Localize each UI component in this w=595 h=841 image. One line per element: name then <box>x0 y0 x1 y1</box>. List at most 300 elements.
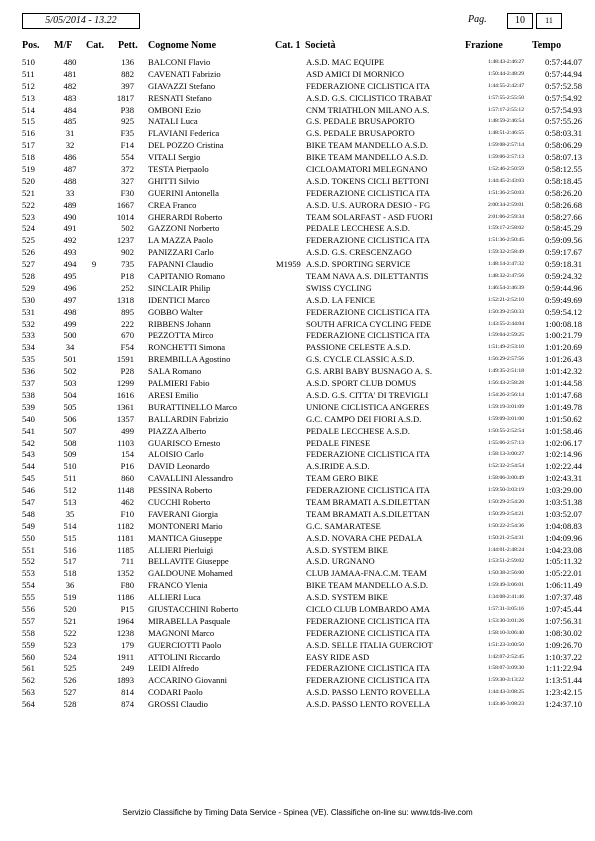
cell-pos: 543 <box>22 449 35 460</box>
table-row <box>0 247 595 259</box>
cell-pett: 1667 <box>116 199 134 210</box>
cell-societa: TEAM NAVA A.S. DILETTANTIS <box>306 271 429 282</box>
cell-mf: 522 <box>63 627 77 638</box>
cell-mf: 505 <box>63 401 77 412</box>
cell-pett: 860 <box>121 473 134 484</box>
cell-tempo: 1:02:14.96 <box>544 449 582 460</box>
table-row <box>0 556 595 568</box>
cell-frazione: 1:56:29-2:57:56 <box>487 356 525 363</box>
cell-nome: CAPITANIO Romano <box>148 271 225 282</box>
cell-pos: 551 <box>22 544 35 555</box>
cell-frazione: 1:57:31-3:05:16 <box>487 605 525 612</box>
cell-societa: BIKE TEAM MANDELLO A.S.D. <box>306 580 429 591</box>
table-row <box>0 366 595 378</box>
cell-pett: 179 <box>121 639 134 650</box>
cell-tempo: 1:01:50.62 <box>544 413 582 424</box>
cell-tempo: 1:05:11.32 <box>545 556 582 567</box>
cell-pett: P15 <box>120 603 134 614</box>
cell-frazione: 1:51:36-2:50:45 <box>487 237 525 244</box>
table-row <box>0 402 595 414</box>
cell-frazione: 1:59:08-2:57:14 <box>487 142 525 149</box>
table-row <box>0 105 595 117</box>
cell-societa: UNIONE CICLISTICA ANGERES <box>306 401 430 412</box>
cell-tempo: 1:24:37.10 <box>544 699 582 710</box>
cell-pos: 547 <box>22 496 35 507</box>
cell-tempo: 1:09:26.70 <box>544 639 582 650</box>
cell-frazione: 2:01:06-2:59:34 <box>487 213 525 220</box>
cell-mf: 511 <box>63 473 77 484</box>
cell-frazione: 1:59:09-3:01:00 <box>487 415 525 422</box>
cell-pett: 1299 <box>116 378 134 389</box>
cell-pett: 895 <box>121 306 134 317</box>
cell-societa: PEDALE LECCHESE A.S.D. <box>306 425 410 436</box>
cell-frazione: 1:50:29-2:54:21 <box>487 510 525 517</box>
cell-pett: F35 <box>120 128 134 139</box>
cell-pos: 555 <box>22 592 35 603</box>
cell-pett: 1014 <box>116 211 134 222</box>
table-row <box>0 675 595 687</box>
cell-tempo: 1:08:30.02 <box>544 627 582 638</box>
cell-pos: 557 <box>22 615 35 626</box>
cell-pos: 539 <box>22 401 35 412</box>
cell-nome: GOBBO Walter <box>148 306 203 317</box>
cell-pett: 1361 <box>116 401 134 412</box>
cell-frazione: 1:59:32-2:58:49 <box>487 249 525 256</box>
cell-pett: F54 <box>120 342 134 353</box>
cell-tempo: 0:59:49.69 <box>544 294 582 305</box>
cell-pett: 252 <box>121 282 134 293</box>
cell-pett: 499 <box>121 425 134 436</box>
cell-pett: 1911 <box>117 651 134 662</box>
cell-mf: 492 <box>63 235 77 246</box>
cell-frazione: 1:59:19-3:01:09 <box>487 403 525 410</box>
cell-pett: 1238 <box>116 627 134 638</box>
cell-frazione: 1:55:06-2:57:13 <box>487 439 525 446</box>
cell-mf: 525 <box>63 663 77 674</box>
cell-societa: A.S.D. SYSTEM BIKE <box>306 544 388 555</box>
cell-frazione: 1:50:39-2:50:33 <box>487 308 525 315</box>
cell-mf: 523 <box>63 639 77 650</box>
cell-mf: 33 <box>65 187 75 198</box>
cell-pos: 541 <box>22 425 35 436</box>
cell-societa: FEDERAZIONE CICLISTICA ITA <box>306 663 430 674</box>
cell-frazione: 1:50:22-2:54:36 <box>487 522 525 529</box>
cell-pett: 1185 <box>117 544 134 555</box>
cell-nome: OMBONI Ezio <box>148 104 201 115</box>
cell-pos: 524 <box>22 223 35 234</box>
cell-mf: 490 <box>63 211 77 222</box>
cell-mf: 36 <box>65 580 75 591</box>
cell-frazione: 1:59:30-3:13:22 <box>487 677 525 684</box>
cell-mf: 496 <box>63 282 77 293</box>
cell-tempo: 0:57:44.07 <box>544 57 582 67</box>
table-row <box>0 497 595 509</box>
cell-societa: FEDERAZIONE CICLISTICA ITA <box>306 187 430 198</box>
cell-pos: 550 <box>22 532 35 543</box>
cell-frazione: 1:34:08-2:41:46 <box>487 594 525 601</box>
cell-pos: 513 <box>22 92 35 103</box>
cell-frazione: 1:57:17-2:55:12 <box>487 106 525 113</box>
cell-nome: PANIZZARI Carlo <box>148 247 214 258</box>
table-row <box>0 461 595 473</box>
cell-nome: GHITTI Silvio <box>148 175 200 186</box>
cell-mf: 515 <box>63 532 77 543</box>
cell-mf: 516 <box>63 544 77 555</box>
cell-mf: 494 <box>63 259 77 270</box>
cell-frazione: 1:50:55-2:52:54 <box>487 427 525 434</box>
cell-tempo: 0:57:44.94 <box>544 68 582 79</box>
cell-pos: 512 <box>22 80 35 91</box>
table-row <box>0 663 595 675</box>
table-row <box>0 473 595 485</box>
cell-societa: G.S. PEDALE BRUSAPORTO <box>306 116 415 127</box>
cell-frazione: 1:51:49-2:53:10 <box>487 344 525 351</box>
cell-mf: 31 <box>65 128 75 139</box>
table-row <box>0 235 595 247</box>
cell-pos: 561 <box>22 663 35 674</box>
cell-mf: 512 <box>63 485 77 496</box>
cell-frazione: 1:44:45-2:43:03 <box>487 177 525 184</box>
cell-frazione: 1:54:26-2:56:14 <box>487 391 525 398</box>
cell-frazione: 2:00:34-2:59:01 <box>487 201 525 208</box>
cell-tempo: 0:59:18.31 <box>544 259 582 270</box>
cell-societa: FEDERAZIONE CICLISTICA ITA <box>306 485 430 496</box>
cell-pett: 1148 <box>117 485 134 496</box>
cell-pett: 1318 <box>116 294 134 305</box>
cell-frazione: 1:43:46-3:08:23 <box>487 701 525 708</box>
cell-tempo: 1:01:42.32 <box>544 366 582 377</box>
cell-pett: 925 <box>121 116 134 127</box>
cell-societa: FEDERAZIONE CICLISTICA ITA <box>306 449 430 460</box>
cell-pos: 521 <box>22 187 35 198</box>
cell-pett: 1357 <box>116 413 134 424</box>
cell-pett: P16 <box>120 461 134 472</box>
cell-pos: 559 <box>22 639 35 650</box>
cell-pos: 545 <box>22 473 35 484</box>
table-row <box>0 176 595 188</box>
column-header-row <box>0 40 595 54</box>
cell-tempo: 0:59:44.96 <box>544 282 582 293</box>
cell-societa: TEAM GERO BIKE <box>306 473 379 484</box>
cell-frazione: 1:48:32-2:47:56 <box>487 273 525 280</box>
cell-pos: 525 <box>22 235 35 246</box>
cell-mf: 493 <box>63 247 77 258</box>
cell-frazione: 1:58:10-3:06:40 <box>487 629 525 636</box>
cell-mf: 489 <box>63 199 77 210</box>
cell-pos: 538 <box>22 389 35 400</box>
table-row <box>0 200 595 212</box>
cell-tempo: 1:03:29.00 <box>544 485 582 496</box>
cell-frazione: 1:43:55-2:44:04 <box>487 320 525 327</box>
cell-frazione: 1:50:38-2:56:00 <box>487 570 525 577</box>
table-row <box>0 616 595 628</box>
cell-tempo: 1:10:37.22 <box>544 651 582 662</box>
cell-pett: 1103 <box>117 437 134 448</box>
cell-nome: ATTOLINI Riccardo <box>148 651 221 662</box>
table-row <box>0 449 595 461</box>
cell-frazione: 1:51:23-3:00:50 <box>487 641 525 648</box>
cell-mf: 497 <box>63 294 77 305</box>
page-total-box: 11 <box>536 13 562 29</box>
cell-mf: 35 <box>65 508 75 519</box>
cell-frazione: 1:59:04-2:59:25 <box>487 332 525 339</box>
table-row <box>0 140 595 152</box>
cell-pos: 542 <box>22 437 35 448</box>
cell-tempo: 1:07:37.48 <box>544 592 582 603</box>
table-row <box>0 164 595 176</box>
cell-frazione: 1:53:30-3:01:26 <box>487 617 525 624</box>
cell-tempo: 1:13:51.44 <box>544 675 582 686</box>
cell-pos: 514 <box>22 104 35 115</box>
cell-frazione: 1:48:43-2:46:27 <box>487 59 525 65</box>
cell-tempo: 1:01:44.58 <box>544 378 582 389</box>
cell-pos: 552 <box>22 556 35 567</box>
cell-nome: BALLARDIN Fabrizio <box>148 413 229 424</box>
page-number-box: 10 <box>507 13 533 29</box>
cell-pett: 249 <box>121 663 134 674</box>
cell-societa: A.S.D. SPORT CLUB DOMUS <box>306 378 417 389</box>
cell-tempo: 1:00:08.18 <box>544 318 582 329</box>
cell-mf: 506 <box>63 413 77 424</box>
cell-societa: TEAM SOLARFAST - ASD FUORI <box>306 211 433 222</box>
cell-cat: 9 <box>91 259 97 270</box>
cell-pett: P18 <box>120 271 134 282</box>
cell-nome: ALLIERI Pierluigi <box>148 544 214 555</box>
cell-pos: 529 <box>22 282 35 293</box>
cell-frazione: 1:49:35-2:51:18 <box>487 368 525 375</box>
col-header-pos: Pos. <box>22 40 40 51</box>
cell-frazione: 1:50:29-2:54:20 <box>487 498 525 505</box>
cell-frazione: 1:44:55-2:42:47 <box>487 82 525 89</box>
cell-pos: 544 <box>22 461 35 472</box>
table-row <box>0 604 595 616</box>
cell-pett: 1893 <box>116 675 134 686</box>
cell-tempo: 1:01:47.68 <box>544 389 582 400</box>
cell-frazione: 1:59:49-3:06:01 <box>487 582 525 589</box>
cell-mf: 524 <box>63 651 77 662</box>
cell-mf: 499 <box>63 318 77 329</box>
cell-nome: LA MAZZA Paolo <box>148 235 213 246</box>
cell-societa: ASD AMICI DI MORNICO <box>306 68 405 79</box>
cell-tempo: 0:57:52.58 <box>544 80 582 91</box>
cell-societa: A.S.D. PASSO LENTO ROVELLA <box>306 687 431 698</box>
cell-pos: 554 <box>22 580 35 591</box>
cell-societa: G.S. ARBI BABY BUSNAGO A. S. <box>306 366 432 377</box>
cell-pos: 564 <box>22 699 35 710</box>
cell-societa: G.C. CAMPO DEI FIORI A.S.D. <box>306 413 422 424</box>
cell-tempo: 1:06:11.49 <box>545 580 582 591</box>
footer-credits: Servizio Classifiche by Timing Data Service - Spinea (VE). Classifiche on-line su: www.tds-live.com <box>122 808 473 817</box>
cell-pos: 530 <box>22 294 35 305</box>
cell-frazione: 1:48:14-2:47:32 <box>487 261 525 268</box>
cell-mf: 498 <box>63 306 77 317</box>
cell-nome: BALCONI Flavio <box>148 57 211 67</box>
table-row <box>0 652 595 664</box>
cell-nome: MIRABELLA Pasquale <box>148 615 231 626</box>
cell-nome: GROSSI Claudio <box>148 699 208 710</box>
cell-mf: 481 <box>63 68 77 79</box>
cell-frazione: 1:52:32-2:54:54 <box>487 463 525 470</box>
cell-societa: SOUTH AFRICA CYCLING FEDE <box>306 318 432 329</box>
cell-societa: G.S. PEDALE BRUSAPORTO <box>306 128 415 139</box>
cell-societa: FEDERAZIONE CICLISTICA ITA <box>306 235 430 246</box>
table-row <box>0 592 595 604</box>
cell-mf: 501 <box>63 354 77 365</box>
cell-frazione: 1:46:54-2:46:39 <box>487 284 525 291</box>
cell-nome: RONCHETTI Simona <box>148 342 226 353</box>
cell-nome: PESSINA Roberto <box>148 485 213 496</box>
cell-societa: A.S.D. TOKENS CICLI BETTONI <box>306 175 429 186</box>
col-header-cat: Cat. <box>86 40 105 51</box>
cell-pos: 556 <box>22 603 35 614</box>
table-row <box>0 295 595 307</box>
table-row <box>0 283 595 295</box>
cell-nome: PEZZOTTA Mirco <box>148 330 214 341</box>
cell-frazione: 1:58:06-3:00:49 <box>487 475 525 482</box>
cell-societa: FEDERAZIONE CICLISTICA ITA <box>306 80 430 91</box>
cell-societa: BIKE TEAM MANDELLO A.S.D. <box>306 152 429 163</box>
cell-nome: BELLAVITE Giuseppe <box>148 556 229 567</box>
cell-societa: A.S.D. G.S. CICLISTICO TRABAT <box>306 92 432 103</box>
cell-pett: F14 <box>120 140 134 151</box>
cell-pett: 1181 <box>117 532 134 543</box>
cell-nome: CREA Franco <box>148 199 197 210</box>
cell-nome: ACCARINO Giovanni <box>148 675 228 686</box>
cell-pett: F10 <box>120 508 134 519</box>
cell-mf: 517 <box>63 556 77 567</box>
cell-nome: PIAZZA Alberto <box>148 425 207 436</box>
cell-tempo: 1:05:22.01 <box>544 568 582 579</box>
table-row <box>0 93 595 105</box>
cell-pett: 397 <box>121 80 134 91</box>
cell-nome: CAVENATI Fabrizio <box>148 68 221 79</box>
cell-pos: 526 <box>22 247 35 258</box>
cell-societa: A.S.D. SELLE ITALIA GUERCIOT <box>306 639 433 650</box>
cell-societa: TEAM BRAMATI A.S.DILETTAN <box>306 508 430 519</box>
cell-pett: 1591 <box>116 354 134 365</box>
col-header-frazione: Frazione <box>465 40 503 51</box>
cell-mf: 485 <box>63 116 77 127</box>
cell-pett: 1616 <box>116 389 134 400</box>
cell-nome: DAVID Leonardo <box>148 461 210 472</box>
table-row <box>0 640 595 652</box>
cell-pos: 515 <box>22 116 35 127</box>
cell-nome: SINCLAIR Philip <box>148 282 211 293</box>
cell-pett: 670 <box>121 330 134 341</box>
cell-societa: G.C. SAMARATESE <box>306 520 381 531</box>
cell-pos: 533 <box>22 330 35 341</box>
cell-mf: 514 <box>63 520 77 531</box>
table-row <box>0 259 595 271</box>
cell-pos: 531 <box>22 306 35 317</box>
table-row <box>0 354 595 366</box>
cell-mf: 519 <box>63 592 77 603</box>
table-row <box>0 414 595 426</box>
cell-pett: 554 <box>121 152 134 163</box>
col-header-cat1: Cat. 1 <box>275 40 301 51</box>
cell-mf: 518 <box>63 568 77 579</box>
date-time-box: 5/05/2014 - 13.22 <box>22 13 140 29</box>
cell-pos: 540 <box>22 413 35 424</box>
cell-nome: IDENTICI Marco <box>148 294 210 305</box>
cell-societa: A.S.D. LA FENICE <box>306 294 375 305</box>
cell-pett: P38 <box>120 104 134 115</box>
cell-frazione: 1:52:21-2:52:10 <box>487 296 525 303</box>
cell-nome: MONTONERI Mario <box>148 520 223 531</box>
table-row <box>0 271 595 283</box>
cell-tempo: 0:58:18.45 <box>544 175 582 186</box>
cell-tempo: 1:07:56.31 <box>544 615 582 626</box>
cell-mf: 504 <box>63 389 77 400</box>
cell-societa: A.S.D. SPORTING SERVICE <box>306 259 411 270</box>
cell-tempo: 1:02:22.44 <box>544 461 582 472</box>
cell-mf: 488 <box>63 175 77 186</box>
cell-mf: 482 <box>63 80 77 91</box>
cell-mf: 500 <box>63 330 77 341</box>
cell-mf: 510 <box>63 461 77 472</box>
cell-pett: 902 <box>121 247 134 258</box>
cell-tempo: 1:00:21.79 <box>544 330 582 341</box>
cell-pos: 549 <box>22 520 35 531</box>
cell-pos: 516 <box>22 128 35 139</box>
cell-nome: GAZZONI Norberto <box>148 223 220 234</box>
cell-nome: GALDOUNE Mohamed <box>148 568 233 579</box>
cell-nome: FRANCO Ylenia <box>148 580 208 591</box>
cell-tempo: 0:58:45.29 <box>544 223 582 234</box>
table-row <box>0 390 595 402</box>
cell-pett: 711 <box>121 556 134 567</box>
cell-nome: RIBBENS Johann <box>148 318 211 329</box>
cell-mf: 502 <box>63 366 77 377</box>
cell-mf: 486 <box>63 152 77 163</box>
cell-societa: A.S.D. PASSO LENTO ROVELLA <box>306 699 431 710</box>
cell-nome: CUCCHI Roberto <box>148 496 211 507</box>
cell-pos: 519 <box>22 164 35 175</box>
cell-mf: 508 <box>63 437 77 448</box>
cell-pos: 536 <box>22 366 35 377</box>
cell-tempo: 1:03:51.38 <box>544 496 582 507</box>
cell-pos: 553 <box>22 568 35 579</box>
table-row <box>0 319 595 331</box>
cell-mf: 513 <box>63 496 77 507</box>
table-row <box>0 212 595 224</box>
cell-pett: 327 <box>121 175 134 186</box>
cell-societa: SWISS CYCLING <box>306 282 372 293</box>
cell-mf: 34 <box>65 342 75 353</box>
cell-tempo: 0:59:17.67 <box>544 247 582 258</box>
cell-societa: TEAM BRAMATI A.S.DILETTAN <box>306 496 430 507</box>
cell-pett: 136 <box>121 57 134 67</box>
table-row <box>0 57 595 69</box>
cell-nome: PALMIERI Fabio <box>148 378 210 389</box>
cell-frazione: 1:44:01-2:48:24 <box>487 546 525 553</box>
cell-tempo: 0:57:54.93 <box>544 104 582 115</box>
cell-nome: FAPANNI Claudio <box>148 259 214 270</box>
cell-mf: 487 <box>63 164 77 175</box>
cell-societa: G.S. CYCLE CLASSIC A.S.D. <box>306 354 415 365</box>
cell-societa: CNM TRIATHLON MILANO A.S. <box>306 104 430 115</box>
cell-pos: 522 <box>22 199 35 210</box>
cell-pett: 814 <box>121 687 134 698</box>
table-row <box>0 342 595 354</box>
table-row <box>0 426 595 438</box>
cell-societa: PASSIONE CELESTE A.S.D. <box>306 342 411 353</box>
cell-pos: 560 <box>22 651 35 662</box>
col-header-mf: M/F <box>54 40 73 51</box>
page-label: Pag. <box>468 14 487 25</box>
cell-pett: 1964 <box>116 615 134 626</box>
cell-mf: 520 <box>63 603 77 614</box>
